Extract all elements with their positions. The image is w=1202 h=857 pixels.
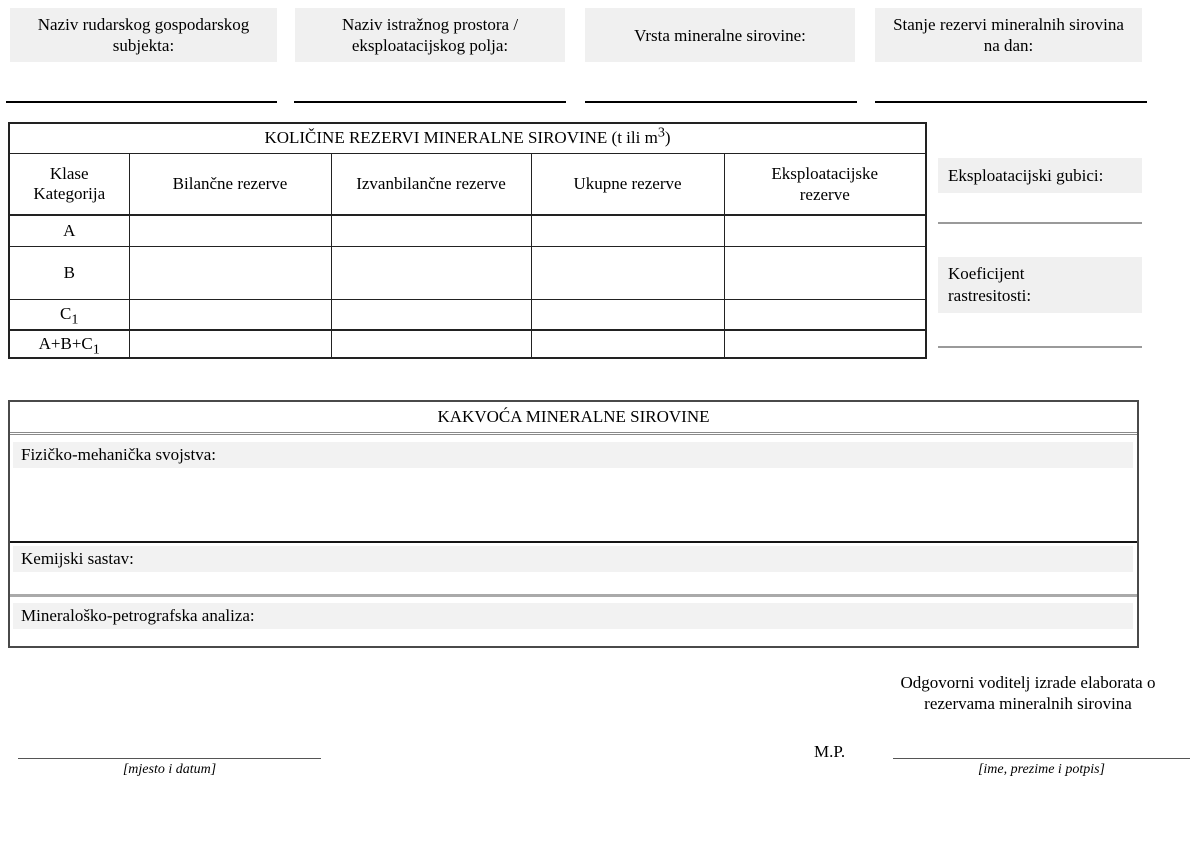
reserve-value-cell[interactable] — [331, 330, 531, 358]
quality-row-value-physical-mechanical[interactable] — [13, 468, 1133, 540]
reserves-table — [8, 122, 927, 359]
reserve-value-cell[interactable] — [531, 246, 724, 299]
quality-row-label-physical-mechanical: Fizičko-mehanička svojstva: — [13, 442, 1133, 468]
field-label-reserves-date: Stanje rezervi mineralnih sirovina na dan: — [875, 8, 1142, 62]
row-category-c1: $C_1$ — [9, 299, 129, 330]
field-label-exploration-area: Naziv istražnog prostora / eksploatacijskog polja: — [295, 8, 565, 62]
column-header-ukupne: Ukupne rezerve — [531, 153, 724, 215]
reserve-value-cell[interactable] — [724, 299, 926, 330]
table-row-total — [9, 330, 926, 358]
row-category-b: B — [9, 246, 129, 299]
field-value-line-exploitation-losses[interactable] — [938, 222, 1142, 224]
quality-section — [8, 400, 1139, 648]
reserve-value-cell[interactable] — [331, 299, 531, 330]
field-value-line-reserves-date[interactable] — [875, 101, 1147, 103]
column-header-eksploatacijske: Eksploatacijske rezerve — [724, 153, 926, 215]
column-header-bilancne: Bilančne rezerve — [129, 153, 331, 215]
reserve-value-cell[interactable] — [531, 299, 724, 330]
field-label-mining-entity: Naziv rudarskog gospodarskog subjekta: — [10, 8, 277, 62]
quality-row-label-chemical-composition: Kemijski sastav: — [13, 546, 1133, 572]
reserve-value-cell[interactable] — [331, 246, 531, 299]
column-header-izvanbilancne: Izvanbilančne rezerve — [331, 153, 531, 215]
table-row — [9, 215, 926, 246]
reserve-value-cell[interactable] — [129, 246, 331, 299]
reserve-value-cell[interactable] — [724, 246, 926, 299]
section-divider — [10, 594, 1137, 597]
reserve-value-cell[interactable] — [129, 215, 331, 246]
signature-line-name-signature[interactable] — [893, 758, 1190, 759]
row-category-total: $A+B+C_1$ — [9, 330, 129, 358]
field-value-line-mineral-type[interactable] — [585, 101, 857, 103]
field-label-bulking-coefficient: Koeficijent rastresitosti: — [938, 257, 1142, 313]
field-value-line-bulking-coefficient[interactable] — [938, 346, 1142, 348]
row-category-a: A — [9, 215, 129, 246]
table-row — [9, 246, 926, 299]
column-header-klase-kategorija: Klase Kategorija — [9, 153, 129, 215]
section-divider — [10, 541, 1137, 543]
quality-row-value-mineralogical-petrographic[interactable] — [13, 629, 1133, 643]
field-label-exploitation-losses: Eksploatacijski gubici: — [938, 158, 1142, 193]
field-value-line-mining-entity[interactable] — [6, 101, 277, 103]
table-row — [9, 299, 926, 330]
reserve-value-cell[interactable] — [129, 330, 331, 358]
stamp-placeholder: M.P. — [814, 742, 846, 761]
responsible-person-title: Odgovorni voditelj izrade elaborata o rezervama mineralnih sirovina — [900, 673, 1156, 713]
reserve-value-cell[interactable] — [129, 299, 331, 330]
reserves-table-title: KOLIČINE REZERVI MINERALNE SIROVINE (t ili $m^3$) — [9, 123, 926, 153]
reserve-value-cell[interactable] — [531, 215, 724, 246]
field-value-line-exploration-area[interactable] — [294, 101, 566, 103]
quality-row-label-mineralogical-petrographic: Mineraloško-petrografska analiza: — [13, 603, 1133, 629]
reserve-value-cell[interactable] — [531, 330, 724, 358]
reserve-value-cell[interactable] — [724, 215, 926, 246]
quality-section-title: KAKVOĆA MINERALNE SIROVINE — [10, 402, 1137, 435]
signature-caption-place-date: [mjesto i datum] — [122, 762, 217, 777]
reserve-value-cell[interactable] — [331, 215, 531, 246]
quality-row-value-chemical-composition[interactable] — [13, 572, 1133, 594]
signature-caption-name-signature: [ime, prezime i potpis] — [977, 762, 1106, 777]
field-label-mineral-type: Vrsta mineralne sirovine: — [585, 8, 855, 62]
signature-line-place-date[interactable] — [18, 758, 321, 759]
reserve-value-cell[interactable] — [724, 330, 926, 358]
